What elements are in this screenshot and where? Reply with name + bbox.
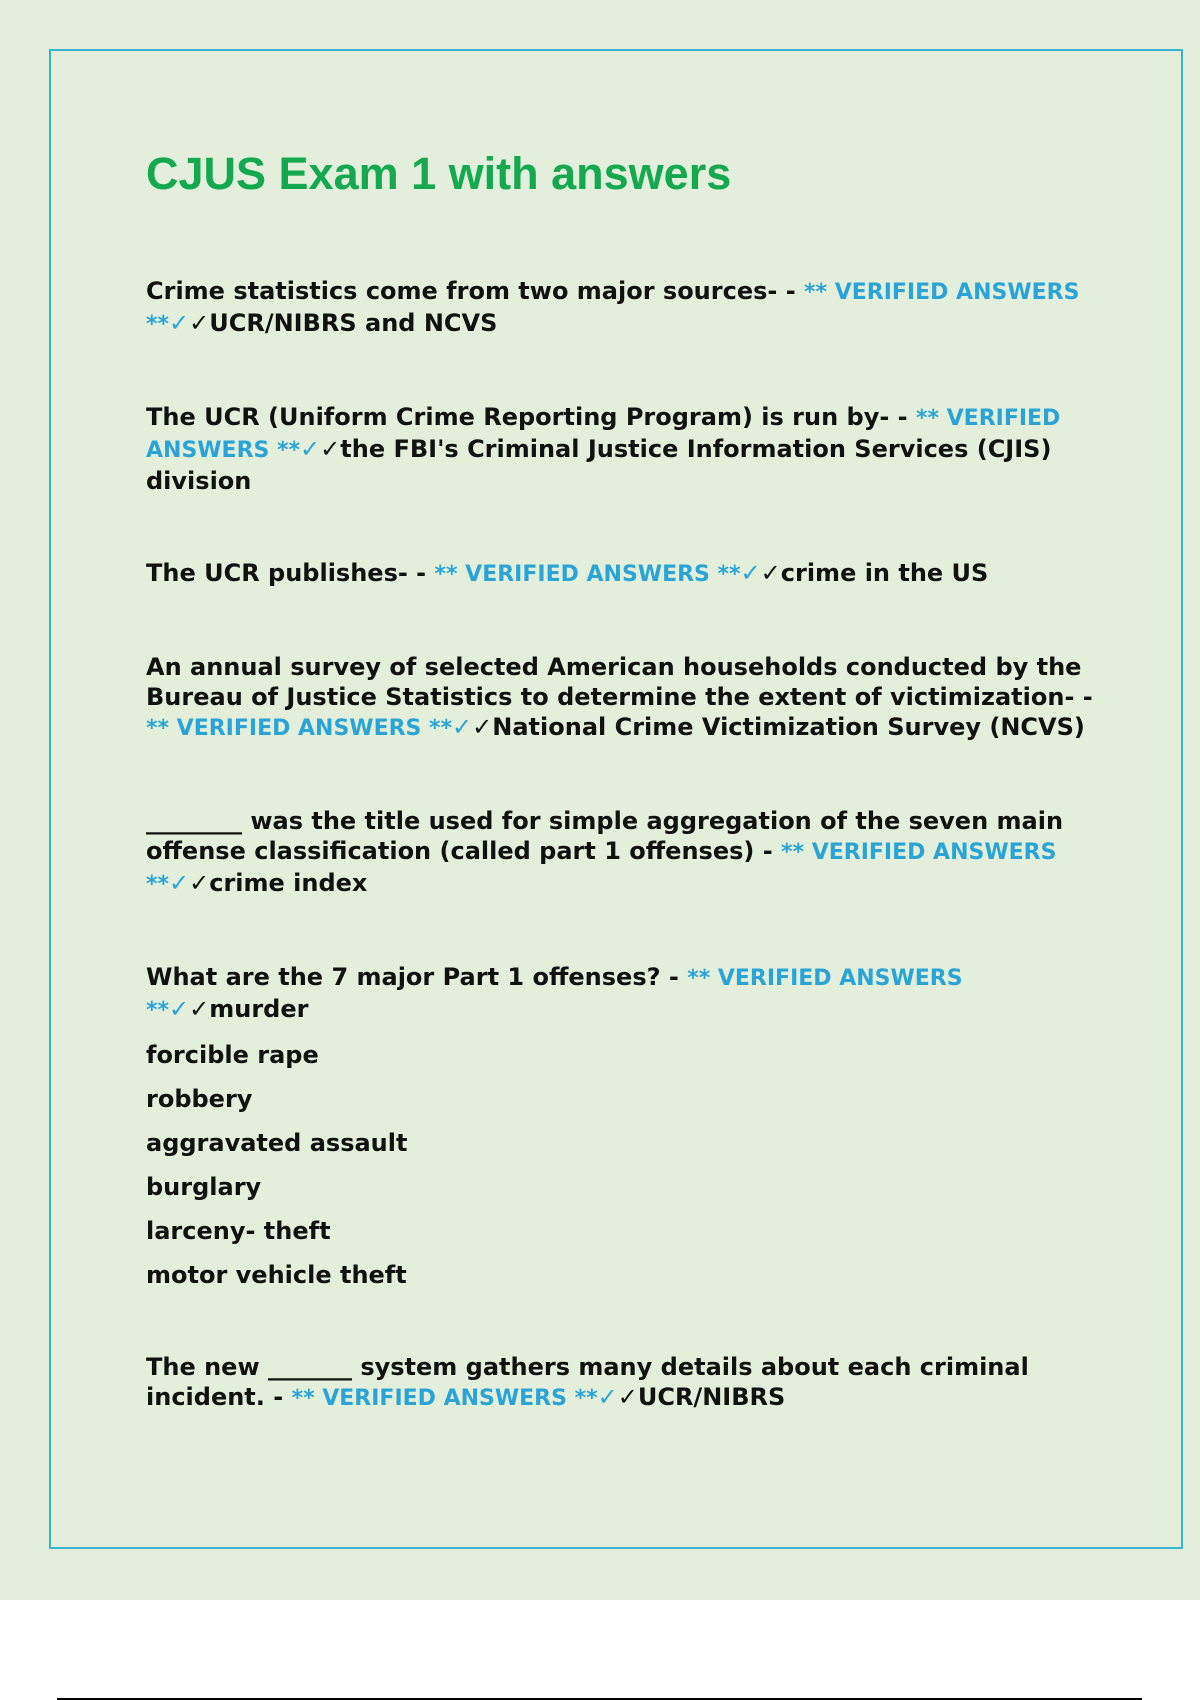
check-icon: ✓ xyxy=(169,309,190,337)
verified-label: ** VERIFIED ANSWERS ** xyxy=(434,562,741,587)
page-title: CJUS Exam 1 with answers xyxy=(146,148,732,199)
question-text: The UCR publishes- - xyxy=(146,559,435,587)
answer-line: burglary xyxy=(146,1173,262,1201)
question-text: Crime statistics come from two major sources- - xyxy=(146,277,805,305)
check-icon: ✓ xyxy=(472,713,493,741)
qa-item xyxy=(146,402,1096,496)
verified-label: ** VERIFIED ANSWERS ** xyxy=(146,280,1080,337)
check-icon: ✓ xyxy=(320,435,341,463)
qa-item xyxy=(146,806,1096,900)
answer-line: aggravated assault xyxy=(146,1129,408,1157)
check-icon: ✓ xyxy=(189,995,210,1023)
check-icon: ✓ xyxy=(760,559,781,587)
check-icon: ✓ xyxy=(169,995,190,1023)
check-icon: ✓ xyxy=(189,309,210,337)
answer-text: UCR/NIBRS xyxy=(637,1383,786,1411)
qa-item xyxy=(146,652,1096,744)
question-text: An annual survey of selected American households conducted by the Bureau of Justice Statistics to determine the extent of victimization- - xyxy=(146,653,1093,711)
check-icon: ✓ xyxy=(740,559,761,587)
qa-item xyxy=(146,276,1096,340)
question-text: The UCR (Uniform Crime Reporting Program) is run by- - xyxy=(146,403,916,431)
answer-line: motor vehicle theft xyxy=(146,1261,407,1289)
answer-line: robbery xyxy=(146,1085,253,1113)
document-body xyxy=(146,140,1096,1414)
answer-text: crime index xyxy=(209,869,368,897)
check-icon: ✓ xyxy=(300,435,321,463)
question-text: What are the 7 major Part 1 offenses? - xyxy=(146,963,688,991)
check-icon: ✓ xyxy=(169,869,190,897)
verified-label: ** VERIFIED ANSWERS ** xyxy=(146,716,453,741)
question-text: The new _______ system gathers many details about each criminal incident. - xyxy=(146,1353,1029,1411)
answer-text: National Crime Victimization Survey (NCVS) xyxy=(492,713,1085,741)
check-icon: ✓ xyxy=(189,869,210,897)
check-icon: ✓ xyxy=(597,1383,618,1411)
answer-line: larceny- theft xyxy=(146,1217,331,1245)
verified-label: ** VERIFIED ANSWERS ** xyxy=(291,1386,598,1411)
verified-label: ** VERIFIED ANSWERS ** xyxy=(146,966,963,1023)
answer-text: UCR/NIBRS and NCVS xyxy=(209,309,498,337)
question-text: ________ was the title used for simple aggregation of the seven main offense classification (called part 1 offenses) - xyxy=(146,807,1064,865)
qa-item xyxy=(146,962,1096,1290)
verified-label: ** VERIFIED ANSWERS ** xyxy=(146,840,1057,897)
check-icon: ✓ xyxy=(452,713,473,741)
qa-item xyxy=(146,1352,1096,1414)
qa-item xyxy=(146,558,1096,590)
answer-text: the FBI's Criminal Justice Information Services (CJIS) division xyxy=(146,435,1052,495)
verified-label: ** VERIFIED ANSWERS ** xyxy=(146,406,1061,463)
check-icon: ✓ xyxy=(617,1383,638,1411)
answer-text: crime in the US xyxy=(780,559,989,587)
answer-line: forcible rape xyxy=(146,1041,319,1069)
answer-text: murder xyxy=(209,995,309,1023)
